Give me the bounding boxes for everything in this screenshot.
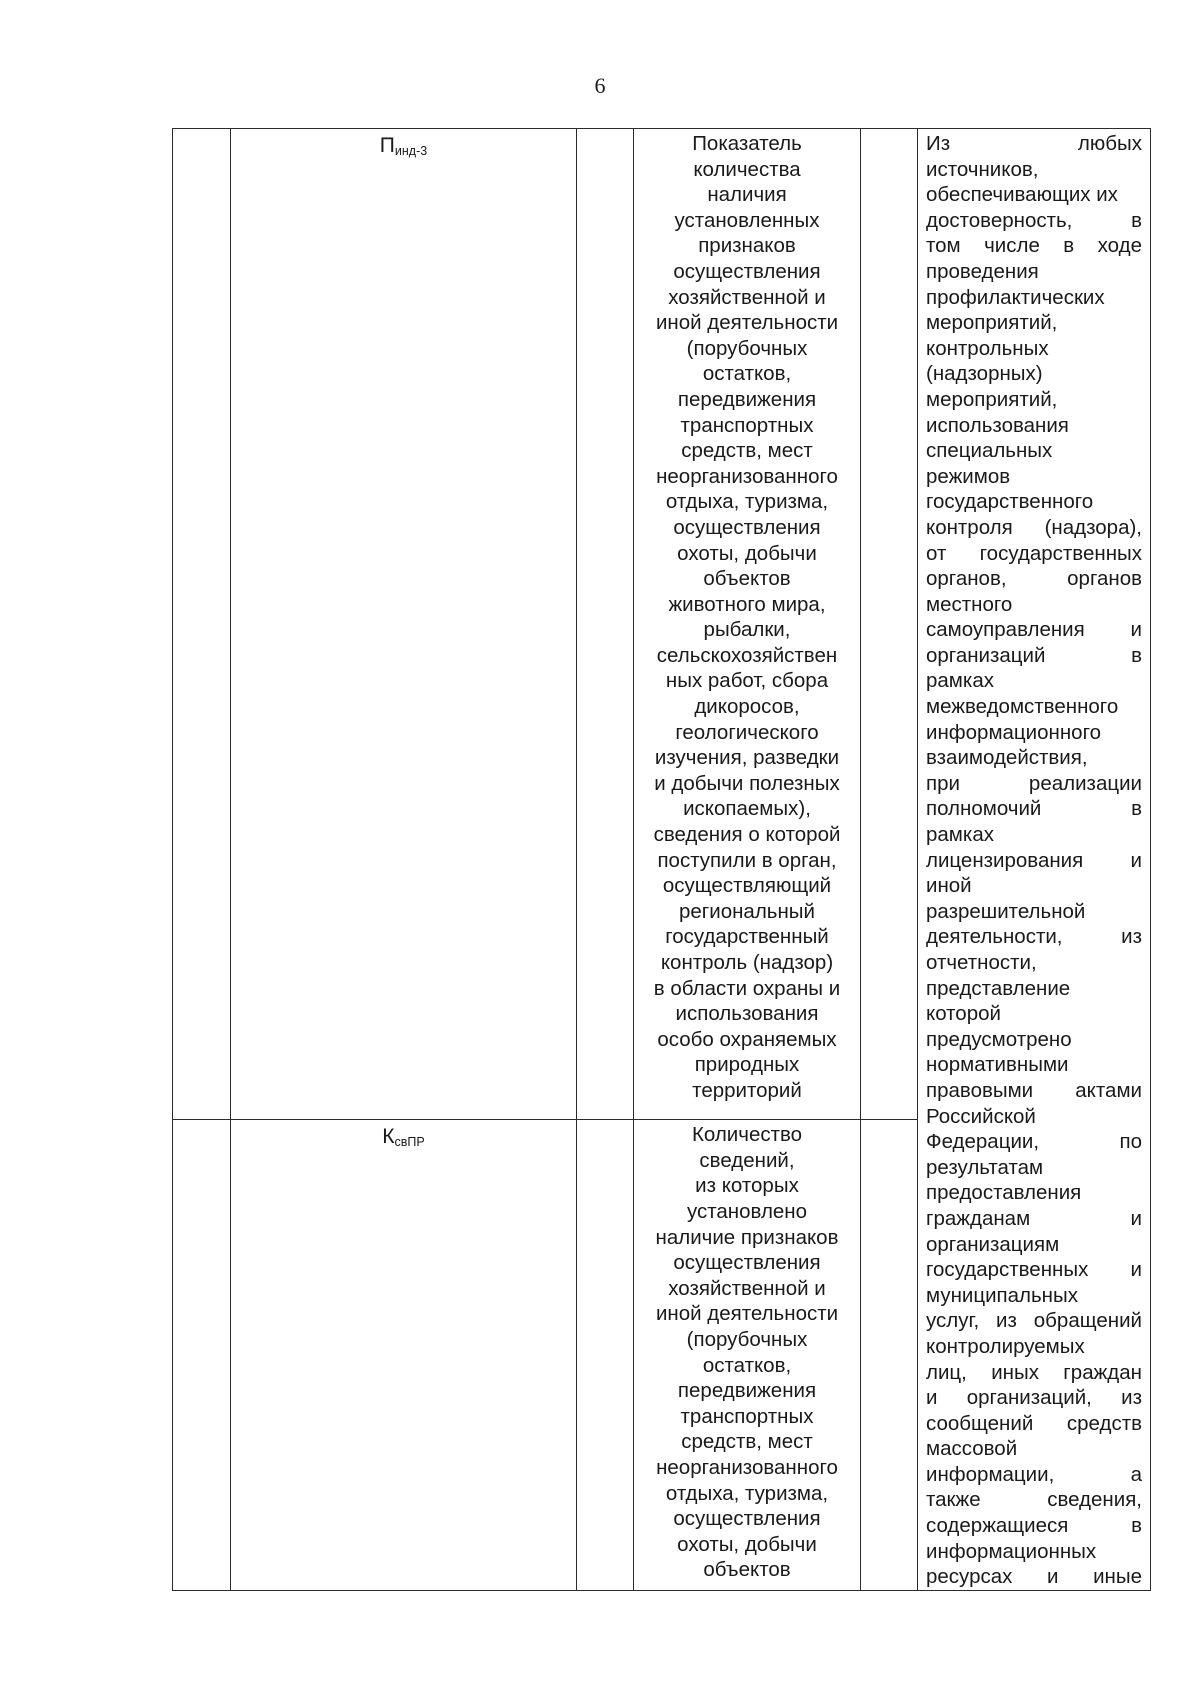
- description-line: ных работ, сбора: [665, 669, 829, 693]
- description-line: транспортных: [680, 413, 814, 437]
- description-line: из которых: [695, 1174, 799, 1198]
- description-line: охоты, добычи: [677, 541, 817, 565]
- description-line: охоты, добычи: [677, 1532, 817, 1556]
- description-line: иной деятельности: [655, 311, 839, 335]
- table-row: [173, 129, 1151, 1120]
- source-line: деятельности, из: [926, 925, 1142, 949]
- description-line: поступили в орган,: [657, 848, 837, 872]
- description-line: осуществляющий: [662, 874, 832, 898]
- source-line: предусмотрено: [926, 1027, 1072, 1051]
- description-line: осуществления: [673, 1251, 821, 1275]
- description-line: объектов: [703, 567, 791, 591]
- indicator-symbol-subscript: свПР: [394, 1135, 425, 1150]
- source-line: лиц, иных граждан: [926, 1360, 1142, 1384]
- source-line: источников,: [926, 157, 1039, 181]
- description-line: хозяйственной и: [668, 1276, 826, 1300]
- source-line: правовыми актами: [926, 1078, 1142, 1102]
- source-line: межведомственного: [926, 695, 1119, 719]
- description-line: региональный: [678, 899, 815, 923]
- empty-cell: [173, 129, 231, 1120]
- source-line: взаимодействия,: [926, 746, 1088, 770]
- description-line: наличие признаков: [655, 1225, 839, 1249]
- source-line: мероприятий,: [926, 311, 1058, 335]
- source-line: разрешительной: [926, 899, 1086, 923]
- description-line: дикоросов,: [694, 695, 800, 719]
- indicator-symbol-subscript: инд-3: [394, 144, 428, 158]
- indicator-table: [172, 128, 1151, 1591]
- description-line: Показатель: [692, 132, 802, 155]
- source-line: самоуправления и: [926, 618, 1142, 642]
- source-line: государственного: [926, 490, 1094, 514]
- description-line: количества: [693, 157, 801, 181]
- source-line: информационных: [926, 1539, 1097, 1563]
- source-line: результатам: [926, 1155, 1044, 1179]
- source-line: обеспечивающих их: [926, 183, 1118, 207]
- description-line: ископаемых),: [683, 797, 811, 821]
- empty-cell: [173, 1120, 231, 1591]
- source-line: полномочий в: [926, 797, 1142, 821]
- source-line: Российской: [926, 1104, 1036, 1128]
- source-line: организаций в: [926, 643, 1142, 667]
- page-number: 6: [594, 73, 606, 98]
- description-line: использования: [675, 1002, 819, 1026]
- description-line: остатков,: [702, 1353, 792, 1377]
- description-line: рыбалки,: [703, 618, 791, 642]
- source-line: также сведения,: [926, 1488, 1142, 1512]
- description-line: контроль (надзор): [660, 951, 834, 974]
- source-line: местного: [926, 592, 1013, 616]
- description-line: осуществления: [673, 1507, 821, 1531]
- source-line: достоверность, в: [926, 208, 1142, 232]
- description-line: признаков: [698, 234, 796, 258]
- source-line: том числе в ходе: [926, 234, 1142, 258]
- description-line: иной деятельности: [655, 1302, 839, 1326]
- description-line: геологического: [675, 720, 819, 744]
- source-line: Федерации, по: [926, 1130, 1142, 1154]
- indicator-symbol: К: [382, 1125, 395, 1149]
- description-line: особо охраняемых: [657, 1027, 837, 1051]
- empty-cell: [861, 1120, 918, 1591]
- source-line: массовой: [926, 1437, 1018, 1461]
- source-line: контрольных: [926, 336, 1049, 360]
- source-line: использования: [926, 413, 1069, 437]
- description-line: осуществления: [673, 259, 821, 283]
- description-line: остатков,: [702, 362, 792, 386]
- source-line: представление: [926, 976, 1071, 1000]
- source-line: контролируемых: [926, 1334, 1085, 1358]
- indicator-symbol: П: [379, 134, 395, 157]
- description-line: средств, мест: [681, 1430, 813, 1454]
- description-line: неорганизованного: [656, 1455, 838, 1479]
- description-line: (порубочных: [686, 336, 808, 360]
- source-line: нормативными: [926, 1053, 1069, 1077]
- source-line: содержащиеся в: [926, 1514, 1142, 1538]
- source-line: от государственных: [926, 541, 1142, 565]
- description-line: территорий: [692, 1078, 802, 1102]
- description-line: хозяйственной и: [668, 285, 826, 309]
- source-line: которой: [926, 1002, 1001, 1026]
- indicator-symbol-cell: [231, 129, 577, 1120]
- source-line: проведения: [926, 259, 1039, 283]
- source-line: и организаций, из: [926, 1386, 1142, 1410]
- data-source-cell: [918, 129, 1151, 1591]
- indicator-description: [634, 1120, 861, 1591]
- indicator-symbol-cell: [231, 1120, 577, 1591]
- source-line: контроля (надзора),: [926, 515, 1142, 539]
- description-line: установленных: [674, 208, 820, 232]
- source-line: лицензирования и: [926, 848, 1142, 872]
- description-line: в области охраны и: [653, 976, 841, 1000]
- source-line: при реализации: [926, 771, 1142, 795]
- source-line: рамках: [926, 823, 994, 847]
- source-line: услуг, из обращений: [926, 1309, 1142, 1333]
- description-line: и добычи полезных: [654, 771, 840, 795]
- description-line: неорганизованного: [656, 464, 838, 488]
- source-line: мероприятий,: [926, 387, 1058, 411]
- description-line: осуществления: [673, 515, 821, 539]
- source-line: информации, а: [926, 1462, 1142, 1486]
- source-line: Из любых: [926, 132, 1142, 155]
- description-line: животного мира,: [668, 592, 826, 616]
- source-line: предоставления: [926, 1181, 1082, 1205]
- source-line: сообщений средств: [926, 1411, 1142, 1435]
- description-line: средств, мест: [681, 439, 813, 463]
- source-line: ресурсах и иные: [926, 1565, 1142, 1589]
- description-line: наличия: [707, 183, 787, 207]
- source-line: рамках: [926, 669, 994, 693]
- empty-cell: [577, 1120, 634, 1591]
- description-line: Количество: [691, 1123, 803, 1147]
- description-line: природных: [694, 1053, 800, 1077]
- description-line: отдыха, туризма,: [665, 490, 829, 514]
- source-line: органов, органов: [926, 567, 1142, 591]
- empty-cell: [861, 129, 918, 1120]
- description-line: установлено: [686, 1200, 808, 1224]
- source-line: отчетности,: [926, 951, 1037, 974]
- description-line: транспортных: [680, 1404, 814, 1428]
- description-line: передвижения: [677, 387, 817, 411]
- description-line: сведений,: [699, 1148, 795, 1172]
- description-line: отдыха, туризма,: [665, 1481, 829, 1505]
- source-line: гражданам и: [926, 1206, 1142, 1230]
- indicator-description: [634, 129, 861, 1120]
- description-line: объектов: [703, 1558, 791, 1582]
- empty-cell: [577, 129, 634, 1120]
- description-line: сельскохозяйствен: [656, 643, 838, 667]
- source-line: муниципальных: [926, 1283, 1078, 1307]
- description-line: (порубочных: [686, 1328, 808, 1351]
- source-line: (надзорных): [926, 362, 1043, 386]
- description-line: передвижения: [677, 1379, 817, 1403]
- source-line: государственных и: [926, 1258, 1142, 1282]
- source-line: профилактических: [926, 285, 1105, 309]
- source-line: организациям: [926, 1232, 1060, 1256]
- source-line: специальных: [926, 439, 1053, 463]
- description-line: изучения, разведки: [654, 746, 840, 770]
- description-line: государственный: [665, 925, 829, 949]
- source-line: режимов: [926, 464, 1011, 488]
- source-line: информационного: [926, 720, 1102, 744]
- description-line: сведения о которой: [653, 823, 841, 847]
- source-line: иной: [926, 874, 972, 898]
